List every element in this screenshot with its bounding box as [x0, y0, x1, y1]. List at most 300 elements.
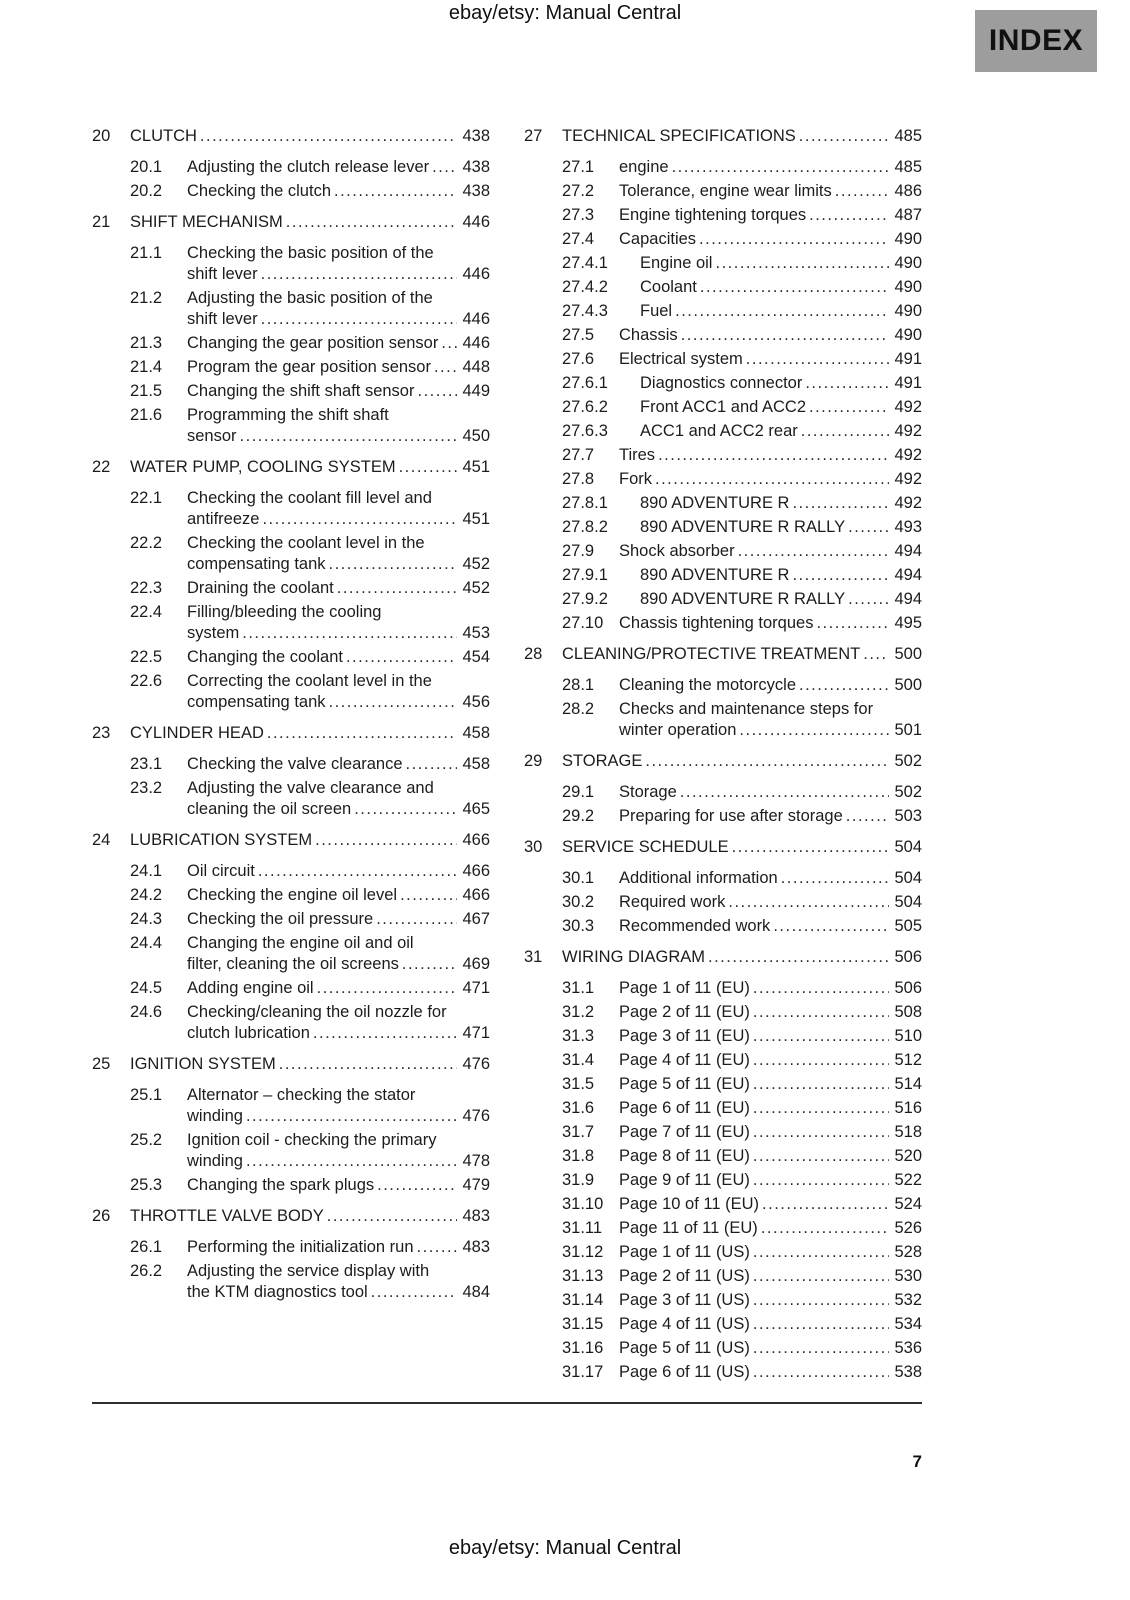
toc-entry-page: 446	[462, 213, 490, 231]
toc-entry-last-line	[187, 647, 490, 668]
toc-entry-body	[640, 277, 922, 298]
toc-entry-title: Page 10 of 11 (EU)	[619, 1195, 760, 1213]
toc-entry-number: 27.9.2	[562, 590, 608, 608]
toc-entry-page: 485	[894, 127, 922, 145]
toc-entry-body	[619, 205, 922, 226]
toc-entry-body	[187, 1261, 490, 1303]
toc-entry-number: 29	[524, 752, 543, 770]
toc-entry-page: 493	[894, 518, 922, 536]
dot-leader	[414, 381, 457, 402]
toc-entry-page: 466	[462, 886, 490, 904]
toc-entry-title-line: Changing the engine oil and oil	[187, 934, 414, 952]
toc-entry-title: Shock absorber	[619, 542, 735, 560]
toc-entry-number: 30.2	[562, 893, 595, 911]
toc-entry-body	[619, 699, 922, 741]
toc-section-row	[92, 1130, 490, 1172]
toc-column-left	[92, 126, 490, 1386]
toc-section-row	[524, 1146, 922, 1167]
dot-leader	[750, 1362, 890, 1383]
toc-section-row	[524, 493, 922, 514]
toc-entry-title: Page 5 of 11 (US)	[619, 1339, 750, 1357]
toc-chapter-row	[524, 126, 922, 147]
toc-entry-last-line	[640, 421, 922, 442]
toc-chapter	[92, 1054, 490, 1196]
toc-entry-body	[619, 1218, 922, 1239]
toc-entry-last-line	[619, 1026, 922, 1047]
toc-entry-page: 536	[894, 1339, 922, 1357]
toc-entry-last-line	[619, 469, 922, 490]
dot-leader	[326, 692, 458, 713]
toc-entry-page: 492	[894, 422, 922, 440]
toc-entry-number: 31.15	[562, 1315, 604, 1333]
toc-entry-body	[619, 1242, 922, 1263]
dot-leader	[789, 565, 889, 586]
toc-section-row	[92, 578, 490, 599]
toc-entry-page: 494	[894, 542, 922, 560]
toc-section-row	[524, 1122, 922, 1143]
toc-entry-number: 22.5	[130, 648, 163, 666]
toc-entry-number: 29.1	[562, 783, 595, 801]
dot-leader	[798, 421, 890, 442]
toc-entry-title: Cleaning the motorcycle	[619, 676, 797, 694]
toc-entry-last-line	[187, 799, 490, 820]
toc-chapter-row	[524, 837, 922, 858]
toc-sections	[524, 978, 922, 1383]
toc-entry-title: Fork	[619, 470, 652, 488]
toc-section-row	[524, 421, 922, 442]
toc-entry-number: 31.2	[562, 1003, 595, 1021]
toc-section-row	[524, 782, 922, 803]
toc-entry-body	[187, 933, 490, 975]
toc-chapter-row	[92, 830, 490, 851]
toc-entry-body	[619, 445, 922, 466]
toc-entry-last-line	[619, 1074, 922, 1095]
toc-entry-body	[187, 885, 490, 906]
toc-entry-page: 532	[894, 1291, 922, 1309]
toc-sections	[524, 675, 922, 741]
toc-entry-last-line	[619, 806, 922, 827]
toc-entry-number: 22.2	[130, 534, 163, 552]
dot-leader	[789, 493, 889, 514]
dot-leader	[197, 126, 458, 147]
toc-entry-title: Page 1 of 11 (US)	[619, 1243, 750, 1261]
toc-entry-page: 438	[462, 127, 490, 145]
toc-entry-page: 451	[462, 458, 490, 476]
toc-entry-title: Checking the clutch	[187, 182, 331, 200]
toc-entry-number: 27.7	[562, 446, 595, 464]
toc-entry-title: Front ACC1 and ACC2	[640, 398, 806, 416]
index-tab	[975, 10, 1097, 72]
toc-entry-body	[130, 830, 490, 851]
toc-section-row	[92, 909, 490, 930]
toc-entry-body	[130, 126, 490, 147]
toc-entry-page: 490	[894, 278, 922, 296]
toc-entry-page: 500	[894, 676, 922, 694]
toc-entry-last-line	[619, 1266, 922, 1287]
toc-chapter-row	[92, 457, 490, 478]
toc-entry-body	[562, 837, 922, 858]
toc-entry-title: shift lever	[187, 265, 258, 283]
toc-entry-number: 21.5	[130, 382, 163, 400]
toc-sections	[92, 754, 490, 820]
toc-entry-body	[187, 157, 490, 178]
toc-entry-body	[619, 1026, 922, 1047]
toc-chapter	[92, 830, 490, 1044]
toc-entry-last-line	[130, 212, 490, 233]
toc-entry-number: 27.6.3	[562, 422, 608, 440]
toc-entry-body	[187, 488, 490, 530]
toc-entry-title: WATER PUMP, COOLING SYSTEM	[130, 458, 396, 476]
toc-entry-last-line	[187, 754, 490, 775]
dot-leader	[259, 509, 457, 530]
toc-entry-number: 21.3	[130, 334, 163, 352]
dot-leader	[258, 309, 458, 330]
toc-entry-title: winding	[187, 1152, 243, 1170]
toc-entry-body	[619, 1146, 922, 1167]
dot-leader	[696, 229, 889, 250]
toc-entry-last-line	[640, 397, 922, 418]
toc-section-row	[524, 806, 922, 827]
toc-entry-page: 446	[462, 310, 490, 328]
toc-entry-title: Electrical system	[619, 350, 743, 368]
toc-section-row	[524, 1098, 922, 1119]
dot-leader	[276, 1054, 458, 1075]
toc-section-row	[524, 1338, 922, 1359]
toc-entry-title: Preparing for use after storage	[619, 807, 843, 825]
toc-entry-title: Adjusting the clutch release lever	[187, 158, 430, 176]
toc-entry-title: winter operation	[619, 721, 737, 739]
dot-leader	[343, 647, 458, 668]
dot-leader	[239, 623, 457, 644]
toc-sections	[524, 157, 922, 634]
toc-entry-last-line	[187, 978, 490, 999]
dot-leader	[403, 754, 458, 775]
dot-leader	[243, 1106, 458, 1127]
toc-entry-page: 494	[894, 566, 922, 584]
toc-entry-page: 465	[462, 800, 490, 818]
toc-entry-number: 31.12	[562, 1243, 604, 1261]
index-label: INDEX	[988, 24, 1084, 57]
dot-leader	[735, 541, 890, 562]
toc-entry-body	[640, 421, 922, 442]
toc-entry-last-line	[619, 157, 922, 178]
toc-entry-page: 530	[894, 1267, 922, 1285]
toc-entry-last-line	[619, 675, 922, 696]
toc-entry-body	[619, 541, 922, 562]
toc-entry-title: Page 9 of 11 (EU)	[619, 1171, 750, 1189]
toc-entry-page: 516	[894, 1099, 922, 1117]
toc-entry-body	[619, 1338, 922, 1359]
toc-section-row	[92, 533, 490, 575]
dot-leader	[750, 1074, 890, 1095]
toc-entry-title-line: Checking/cleaning the oil nozzle for	[187, 1003, 447, 1021]
document-header-title: ebay/etsy: Manual Central	[448, 2, 682, 24]
dot-leader	[669, 157, 890, 178]
toc-entry-page: 490	[894, 254, 922, 272]
toc-entry-title: Page 4 of 11 (US)	[619, 1315, 750, 1333]
toc-entry-body	[562, 126, 922, 147]
toc-entry-number: 24.4	[130, 934, 163, 952]
toc-entry-number: 27.8	[562, 470, 595, 488]
toc-entry-title: Tires	[619, 446, 656, 464]
toc-section-row	[524, 1194, 922, 1215]
toc-section-row	[524, 565, 922, 586]
toc-entry-title-line: Checking the coolant level in the	[187, 534, 425, 552]
toc-section-row	[524, 1026, 922, 1047]
toc-entry-page: 479	[462, 1176, 490, 1194]
toc-entry-body	[619, 1194, 922, 1215]
toc-entry-number: 24.2	[130, 886, 163, 904]
toc-entry-last-line	[619, 868, 922, 889]
toc-chapter-row	[524, 751, 922, 772]
toc-sections	[524, 868, 922, 937]
dot-leader	[750, 1242, 890, 1263]
toc-sections	[92, 157, 490, 202]
toc-entry-page: 494	[894, 590, 922, 608]
toc-entry-number: 27.6	[562, 350, 595, 368]
toc-section-row	[524, 1002, 922, 1023]
toc-entry-number: 22.4	[130, 603, 163, 621]
toc-entry-number: 23.2	[130, 779, 163, 797]
toc-entry-number: 28.1	[562, 676, 595, 694]
dot-leader	[796, 126, 890, 147]
toc-section-row	[524, 589, 922, 610]
toc-entry-page: 458	[462, 724, 490, 742]
toc-entry-title: the KTM diagnostics tool	[187, 1283, 368, 1301]
toc-entry-last-line	[640, 373, 922, 394]
toc-entry-page: 454	[462, 648, 490, 666]
toc-entry-last-line	[562, 644, 922, 665]
dot-leader	[750, 978, 890, 999]
toc-entry-last-line	[187, 157, 490, 178]
toc-entry-number: 31.4	[562, 1051, 595, 1069]
toc-chapter-row	[92, 212, 490, 233]
toc-entry-title: Checking the valve clearance	[187, 755, 403, 773]
dot-leader	[750, 1122, 890, 1143]
dot-leader	[677, 782, 890, 803]
dot-leader	[314, 978, 458, 999]
toc-entry-title: Recommended work	[619, 917, 771, 935]
toc-sections	[92, 1085, 490, 1196]
toc-entry-last-line	[187, 333, 490, 354]
toc-section-row	[524, 613, 922, 634]
toc-section-row	[524, 1314, 922, 1335]
toc-entry-number: 31.17	[562, 1363, 604, 1381]
toc-entry-body	[619, 806, 922, 827]
toc-entry-last-line	[619, 720, 922, 741]
dot-leader	[750, 1146, 890, 1167]
toc-entry-title: Page 1 of 11 (EU)	[619, 979, 750, 997]
toc-entry-page: 534	[894, 1315, 922, 1333]
toc-entry-body	[187, 181, 490, 202]
toc-entry-page: 510	[894, 1027, 922, 1045]
toc-entry-last-line	[187, 381, 490, 402]
footer-divider	[92, 1402, 922, 1404]
toc-entry-title: CLUTCH	[130, 127, 197, 145]
toc-entry-title: Adding engine oil	[187, 979, 314, 997]
toc-entry-body	[562, 644, 922, 665]
toc-entry-last-line	[619, 445, 922, 466]
toc-entry-title: antifreeze	[187, 510, 260, 528]
toc-entry-title: 890 ADVENTURE R	[640, 494, 790, 512]
toc-entry-body	[619, 1266, 922, 1287]
dot-leader	[750, 1026, 890, 1047]
toc-section-row	[524, 1050, 922, 1071]
toc-entry-title: Changing the shift shaft sensor	[187, 382, 415, 400]
dot-leader	[832, 181, 890, 202]
toc-entry-page: 506	[894, 948, 922, 966]
toc-entry-title: LUBRICATION SYSTEM	[130, 831, 313, 849]
toc-entry-page: 484	[462, 1283, 490, 1301]
toc-entry-title: cleaning the oil screen	[187, 800, 352, 818]
toc-entry-page: 508	[894, 1003, 922, 1021]
dot-leader	[750, 1338, 890, 1359]
toc-entry-body	[640, 373, 922, 394]
toc-entry-page: 528	[894, 1243, 922, 1261]
dot-leader	[770, 916, 889, 937]
toc-entry-title: Page 4 of 11 (EU)	[619, 1051, 750, 1069]
toc-chapter	[92, 212, 490, 447]
toc-entry-last-line	[187, 357, 490, 378]
toc-entry-last-line	[187, 1151, 490, 1172]
toc-entry-page: 520	[894, 1147, 922, 1165]
toc-entry-body	[187, 671, 490, 713]
toc-entry-title: TECHNICAL SPECIFICATIONS	[562, 127, 796, 145]
toc-entry-title: Performing the initialization run	[187, 1238, 414, 1256]
toc-section-row	[92, 885, 490, 906]
toc-entry-body	[187, 861, 490, 882]
toc-entry-title: Chassis	[619, 326, 678, 344]
toc-chapter-row	[524, 947, 922, 968]
toc-entry-number: 29.2	[562, 807, 595, 825]
table-of-contents	[92, 126, 922, 1386]
toc-chapter-row	[92, 1206, 490, 1227]
toc-entry-title: Additional information	[619, 869, 778, 887]
toc-entry-title-line: Checks and maintenance steps for	[619, 700, 874, 718]
toc-entry-last-line	[187, 578, 490, 599]
toc-sections	[92, 1237, 490, 1303]
toc-entry-body	[619, 1122, 922, 1143]
toc-entry-page: 522	[894, 1171, 922, 1189]
toc-entry-page: 524	[894, 1195, 922, 1213]
toc-entry-number: 26	[92, 1207, 111, 1225]
toc-entry-title: Page 3 of 11 (EU)	[619, 1027, 750, 1045]
toc-entry-last-line	[619, 325, 922, 346]
dot-leader	[750, 1266, 890, 1287]
toc-entry-body	[187, 1085, 490, 1127]
dot-leader	[431, 357, 458, 378]
dot-leader	[312, 830, 457, 851]
toc-entry-last-line	[619, 1122, 922, 1143]
toc-entry-page: 451	[462, 510, 490, 528]
toc-entry-body	[619, 1050, 922, 1071]
toc-entry-body	[619, 1002, 922, 1023]
toc-entry-body	[640, 589, 922, 610]
toc-entry-body	[619, 229, 922, 250]
toc-section-row	[524, 373, 922, 394]
page-number: 7	[912, 1452, 922, 1471]
toc-entry-title-line: Adjusting the valve clearance and	[187, 779, 434, 797]
toc-entry-last-line	[619, 1314, 922, 1335]
toc-entry-page: 501	[894, 721, 922, 739]
toc-entry-last-line	[640, 301, 922, 322]
toc-entry-last-line	[187, 861, 490, 882]
toc-entry-number: 27	[524, 127, 543, 145]
dot-leader	[326, 554, 458, 575]
toc-entry-number: 22.1	[130, 489, 163, 507]
toc-section-row	[92, 671, 490, 713]
toc-entry-number: 31.11	[562, 1219, 603, 1237]
toc-section-row	[524, 397, 922, 418]
toc-entry-number: 27.4	[562, 230, 595, 248]
dot-leader	[283, 212, 458, 233]
toc-entry-body	[187, 754, 490, 775]
toc-entry-number: 31.1	[562, 979, 595, 997]
toc-entry-page: 518	[894, 1123, 922, 1141]
toc-entry-title: SHIFT MECHANISM	[130, 213, 283, 231]
toc-entry-body	[187, 1175, 490, 1196]
toc-entry-number: 30.3	[562, 917, 595, 935]
toc-entry-body	[562, 751, 922, 772]
toc-entry-number: 26.1	[130, 1238, 163, 1256]
toc-entry-body	[187, 1002, 490, 1044]
toc-entry-title: shift lever	[187, 310, 258, 328]
dot-leader	[438, 333, 457, 354]
dot-leader	[642, 751, 889, 772]
toc-chapter	[92, 126, 490, 202]
toc-entry-last-line	[619, 1242, 922, 1263]
toc-entry-last-line	[619, 916, 922, 937]
toc-entry-title: IGNITION SYSTEM	[130, 1055, 276, 1073]
toc-entry-body	[130, 1206, 490, 1227]
toc-entry-page: 458	[462, 755, 490, 773]
toc-entry-title-line: Alternator – checking the stator	[187, 1086, 416, 1104]
toc-entry-title: STORAGE	[562, 752, 643, 770]
toc-entry-body	[187, 357, 490, 378]
toc-section-row	[524, 445, 922, 466]
toc-entry-last-line	[187, 181, 490, 202]
toc-entry-page: 471	[462, 979, 490, 997]
dot-leader	[399, 954, 458, 975]
toc-entry-title: CLEANING/PROTECTIVE TREATMENT	[562, 645, 861, 663]
toc-entry-number: 31.8	[562, 1147, 595, 1165]
toc-entry-page: 492	[894, 446, 922, 464]
toc-entry-number: 27.8.1	[562, 494, 608, 512]
dot-leader	[397, 885, 457, 906]
toc-entry-number: 31.16	[562, 1339, 604, 1357]
toc-entry-title: 890 ADVENTURE R	[640, 566, 790, 584]
dot-leader	[845, 517, 889, 538]
toc-section-row	[524, 157, 922, 178]
dot-leader	[324, 1206, 458, 1227]
toc-entry-body	[187, 602, 490, 644]
toc-entry-body	[187, 288, 490, 330]
toc-entry-last-line	[187, 509, 490, 530]
toc-entry-last-line	[619, 978, 922, 999]
toc-section-row	[524, 978, 922, 999]
toc-entry-number: 22.3	[130, 579, 163, 597]
toc-entry-last-line	[640, 493, 922, 514]
toc-entry-number: 25	[92, 1055, 111, 1073]
toc-entry-number: 31.5	[562, 1075, 595, 1093]
toc-entry-number: 31.7	[562, 1123, 595, 1141]
toc-entry-number: 22	[92, 458, 111, 476]
toc-entry-body	[619, 613, 922, 634]
dot-leader	[750, 1098, 890, 1119]
toc-entry-last-line	[619, 892, 922, 913]
toc-entry-page: 448	[462, 358, 490, 376]
dot-leader	[860, 644, 889, 665]
